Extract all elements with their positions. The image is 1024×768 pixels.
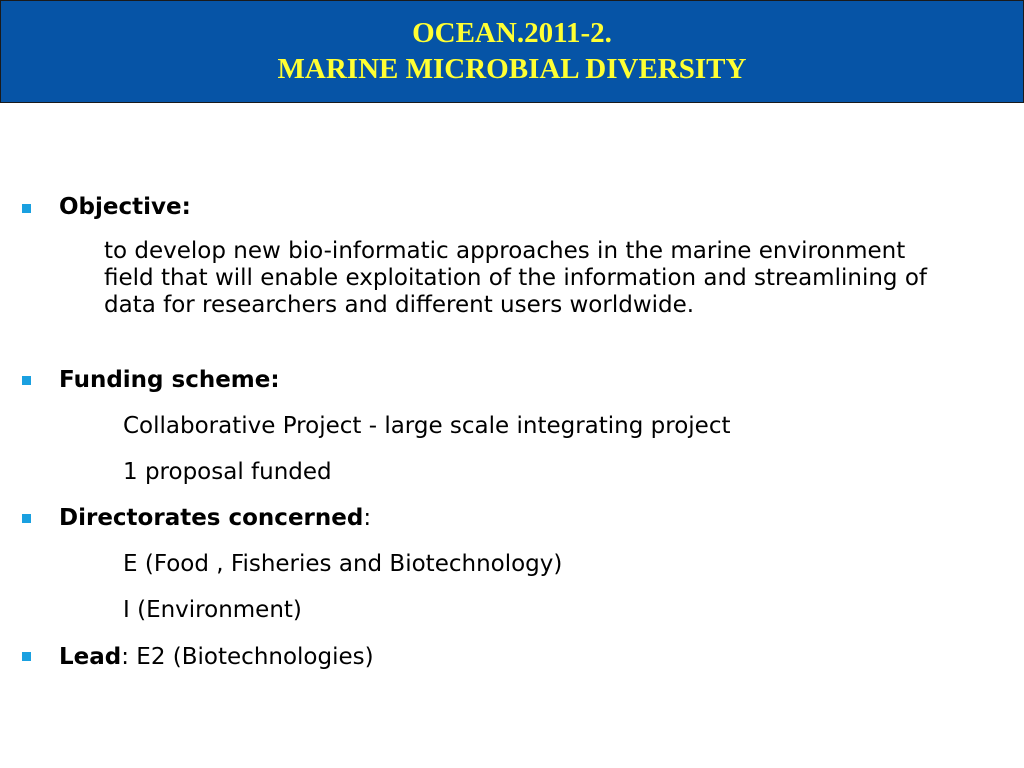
lead-value: : E2 (Biotechnologies) bbox=[121, 644, 374, 670]
slide-title-line-2: MARINE MICROBIAL DIVERSITY bbox=[277, 53, 747, 85]
lead-heading bbox=[59, 643, 374, 671]
title-banner bbox=[0, 0, 1024, 103]
lead-label: Lead bbox=[59, 644, 122, 670]
funding-item: 1 proposal funded bbox=[123, 459, 332, 485]
bullet-square-icon bbox=[22, 652, 31, 661]
bullet-square-icon bbox=[22, 376, 31, 385]
funding-label: Funding scheme: bbox=[59, 367, 280, 393]
objective-text: to develop new bio-informatic approaches in the marine environment field that will enable exploitation of the information and streamlining of data for researchers and different users worldwide. bbox=[104, 238, 927, 318]
directorates-suffix: : bbox=[363, 505, 372, 531]
directorates-label: Directorates concerned bbox=[59, 505, 364, 531]
funding-heading bbox=[59, 366, 280, 394]
bullet-square-icon bbox=[22, 514, 31, 523]
bullet-square-icon bbox=[22, 204, 31, 213]
slide-title-line-1: OCEAN.2011-2. bbox=[412, 17, 612, 49]
objective-heading bbox=[59, 193, 191, 221]
directorate-item: I (Environment) bbox=[123, 597, 302, 623]
directorate-item: E (Food , Fisheries and Biotechnology) bbox=[123, 551, 563, 577]
funding-item: Collaborative Project - large scale integrating project bbox=[123, 413, 731, 439]
directorates-heading bbox=[59, 504, 371, 532]
objective-label: Objective: bbox=[59, 194, 191, 220]
